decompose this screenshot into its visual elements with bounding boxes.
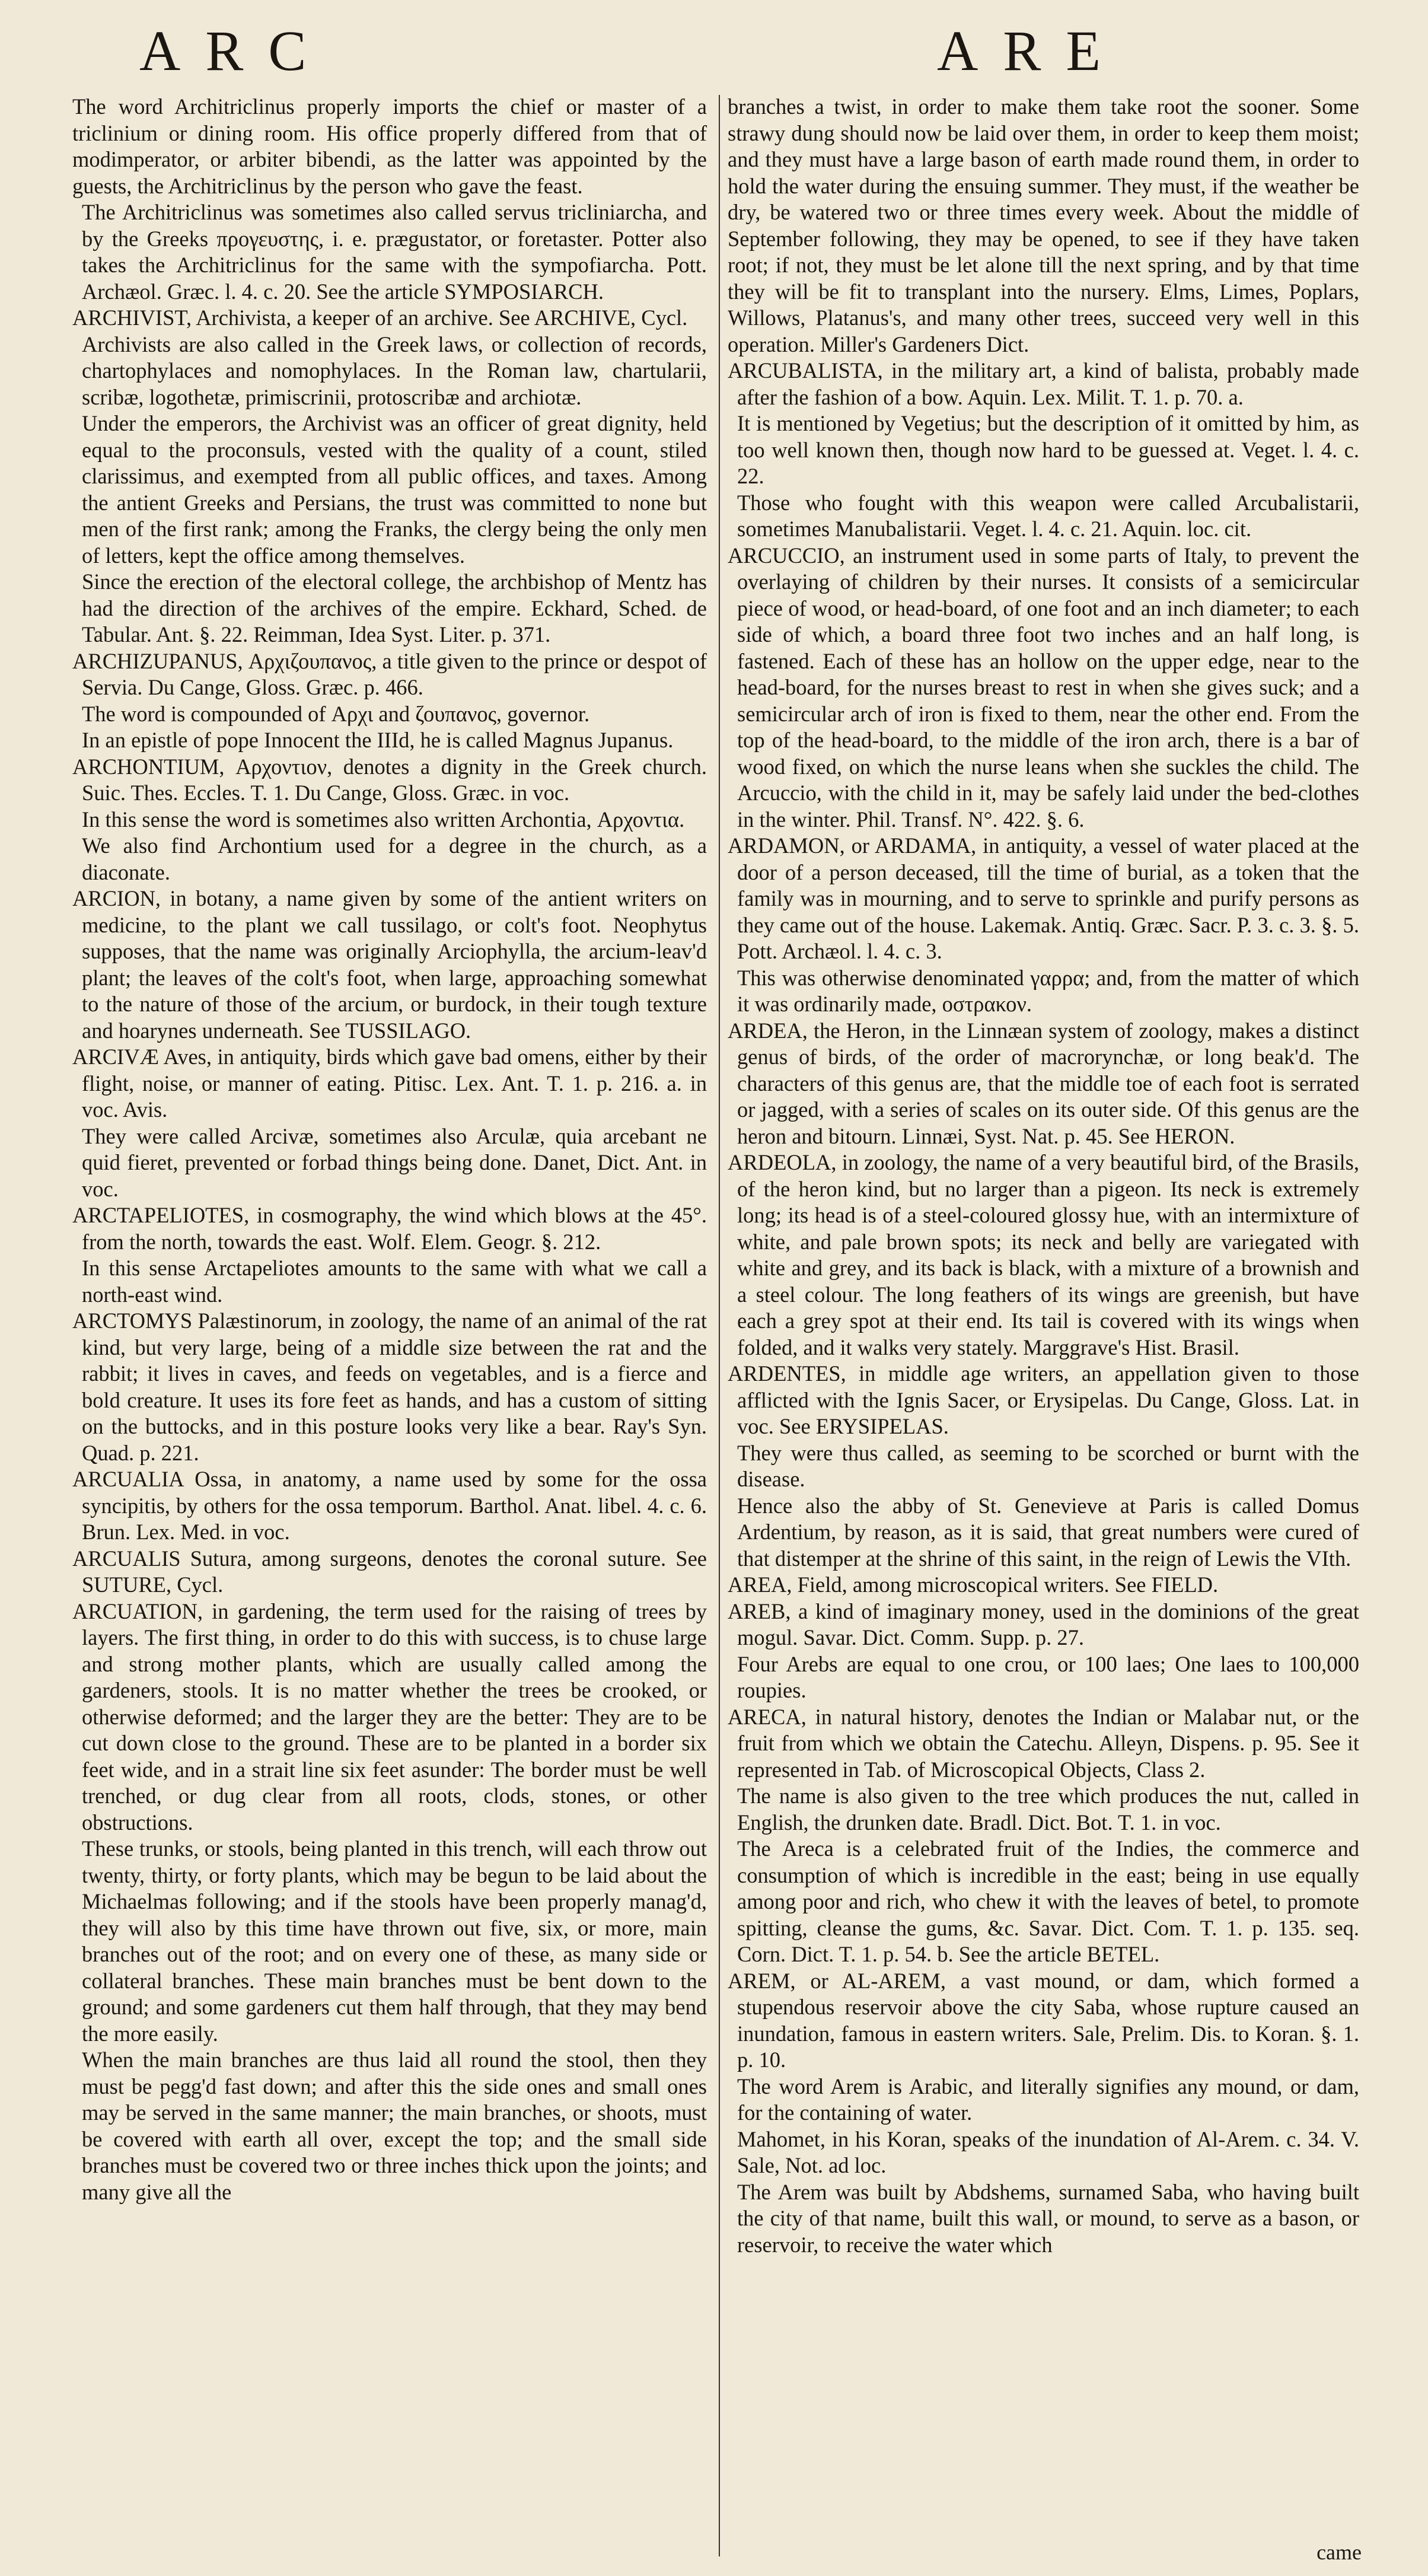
catchword: came xyxy=(1317,2540,1362,2564)
entry-paragraph: When the main branches are thus laid all round the stool, then they must be pegg'd fast down; and after this the side ones and small ones may be served in the same manner; the main branches, or shoots, must be covered with earth all over, except the top; and the small side branches must be covered two or three inches thick upon the joints; and many give all the xyxy=(82,2048,707,2204)
dictionary-entry: AREA, Field, among microscopical writers. See FIELD. xyxy=(728,1572,1219,1597)
entry-paragraph: They were thus called, as seeming to be scorched or burnt with the disease. xyxy=(737,1440,1359,1491)
entry-paragraph: Those who fought with this weapon were called Arcubalistarii, sometimes Manubalistarii. Veget. l. 4. c. 21. Aquin. loc. cit. xyxy=(737,490,1359,541)
entry-paragraph: The Arem was built by Abdshems, surnamed Saba, who having built the city of that name, built this wall, or mound, to serve as a bason, or reservoir, to receive the water which xyxy=(737,2179,1359,2257)
entry-paragraph: We also find Archontium used for a degree in the church, as a diaconate. xyxy=(82,833,707,884)
entry-paragraph: This was otherwise denominated γαρρα; and, from the matter of which it was ordinarily made, οστρακον. xyxy=(737,965,1359,1016)
dictionary-entry: ARCUATION, in gardening, the term used for the raising of trees by layers. The first thing, in order to do this with success, is to chuse large and strong mother plants, which are usually called among the gardeners, stools. It is no matter whether the trees be crooked, or otherwise deformed; and the larger they are the better: They are to be cut down close to the ground. These are to be planted in a border six feet wide, and in a strait line six feet asunder: The border must be well trenched, or dug clear from all roots, clods, stones, or other obstructions. xyxy=(72,1599,707,1835)
dictionary-entry: ARECA, in natural history, denotes the Indian or Malabar nut, or the fruit from which we obtain the Catechu. Alleyn, Dispens. p. 95. See it represented in Tab. of Microscopical Objects, Class 2. xyxy=(728,1704,1359,1782)
entry-paragraph: In an epistle of pope Innocent the IIId, he is called Magnus Jupanus. xyxy=(82,728,674,752)
running-head-right: ARE xyxy=(937,19,1126,82)
dictionary-entry: ARDAMON, or ARDAMA, in antiquity, a vessel of water placed at the door of a person deceased, till the time of burial, as a token that the family was in mourning, and to serve to sprinkle and purify persons as they came out of the house. Lakemak. Antiq. Græc. Sacr. P. 3. c. 3. §. 5. Pott. Archæol. l. 4. c. 3. xyxy=(728,833,1359,963)
dictionary-entry: ARCTAPELIOTES, in cosmography, the wind which blows at the 45°. from the north, towards the east. Wolf. Elem. Geogr. §. 212. xyxy=(72,1203,707,1254)
entry-paragraph: The word is compounded of Αρχι and ζουπανος, governor. xyxy=(82,701,590,726)
dictionary-entry: ARDEOLA, in zoology, the name of a very beautiful bird, of the Brasils, of the heron kind, but no larger than a pigeon. Its neck is extremely long; its head is of a steel-coloured glossy hue, with an intermixture of white, and pale brown spots; its neck and belly are variegated with white and grey, and its back is black, with a mixture of a brownish and a steel colour. The long feathers of its wings are greenish, but have each a grey spot at their end. Its tail is covered with its wings when folded, and it walks very stately. Marggrave's Hist. Brasil. xyxy=(728,1150,1359,1359)
entry-paragraph: The Areca is a celebrated fruit of the Indies, the commerce and consumption of which is incredible in the east; being in use equally among poor and rich, who chew it with the leaves of betel, to promote spitting, cleanse the gums, &c. Savar. Dict. Com. T. 1. p. 135. seq. Corn. Dict. T. 1. p. 54. b. See the article BETEL. xyxy=(737,1836,1359,1966)
dictionary-entry: ARCUCCIO, an instrument used in some parts of Italy, to prevent the overlaying of children by their nurses. It consists of a semicircular piece of wood, or head-board, of one foot and an inch diameter; to each side of which, a board three foot two inches and an half long, is fastened. Each of these has an hollow on the upper edge, near to the head-board, for the nurses breast to rest in when she gives suck; and a semicircular arch of iron is fixed to them, near the other end. From the top of the head-board, to the middle of the iron arch, there is a bar of wood fixed, on which the nurse leans when she suckles the child. The Arcuccio, with the child in it, may be safely laid under the bed-clothes in the winter. Phil. Transf. N°. 422. §. 6. xyxy=(728,543,1359,832)
dictionary-entry: ARDEA, the Heron, in the Linnæan system of zoology, makes a distinct genus of birds, of the order of macrorynchæ, or long beak'd. The characters of this genus are, that the middle toe of each foot is serrated or jagged, with a series of scales on its outer side. Of this genus are the heron and bitourn. Linnæi, Syst. Nat. p. 45. See HERON. xyxy=(728,1018,1359,1148)
dictionary-entry: ARCTOMYS Palæstinorum, in zoology, the name of an animal of the rat kind, but very large, being of a middle size between the rat and the rabbit; it lives in caves, and feeds on vegetables, and is a fierce and bold creature. It uses its fore feet as hands, and has a custom of sitting on the buttocks, and in this posture looks very like a bear. Ray's Syn. Quad. p. 221. xyxy=(72,1308,707,1465)
dictionary-entry: ARCION, in botany, a name given by some of the antient writers on medicine, to the plant we call tussilago, or colt's foot. Neophytus supposes, that the name was originally Arciophylla, the arcium-leav'd plant; the leaves of the colt's foot, when large, approaching somewhat to the nature of those of the arcium, or burdock, in their tough texture and hoarynes underneath. See TUSSILAGO. xyxy=(72,886,707,1043)
dictionary-entry: AREM, or AL-AREM, a vast mound, or dam, which formed a stupendous reservoir above the city Saba, whose rupture caused an inundation, famous in eastern writers. Sale, Prelim. Dis. to Koran. §. 1. p. 10. xyxy=(728,1968,1359,2072)
column-divider xyxy=(719,95,720,2556)
dictionary-entry: ARCHIVIST, Archivista, a keeper of an archive. See ARCHIVE, Cycl. xyxy=(72,305,688,330)
entry-paragraph: branches a twist, in order to make them take root the sooner. Some strawy dung should now be laid over them, in order to keep them moist; and they must have a large bason of earth made round them, in order to hold the water during the ensuing summer. They must, if the weather be dry, be watered two or three times every week. About the middle of September following, they may be opened, to see if they have taken root; if not, they must be let alone till the next spring, and by that time they will be fit to transplant into the nursery. Elms, Limes, Poplars, Willows, Platanus's, and many other trees, succeed very well in this operation. Miller's Gardeners Dict. xyxy=(728,94,1359,356)
entry-paragraph: These trunks, or stools, being planted in this trench, will each throw out twenty, thirty, or forty plants, which may be begun to be laid about the Michaelmas following; and if the stools have been properly manag'd, they will also by this time have thrown out five, six, or more, main branches out of the root; and on every one of these, as many side or collateral branches. These main branches must be bent down to the ground; and some gardeners cut them half through, that they may bend the more easily. xyxy=(82,1836,707,2046)
entry-paragraph: Under the emperors, the Archivist was an officer of great dignity, held equal to the proconsuls, vested with the quality of a count, stiled clarissimus, and exempted from all public offices, and taxes. Among the antient Greeks and Persians, the trust was committed to none but men of the first rank; among the Franks, the clergy being the only men of letters, kept the office among themselves. xyxy=(82,411,707,568)
entry-paragraph: Four Arebs are equal to one crou, or 100 laes; One laes to 100,000 roupies. xyxy=(737,1651,1359,1702)
dictionary-entry: ARCUALIA Ossa, in anatomy, a name used by some for the ossa syncipitis, by others for the ossa temporum. Barthol. Anat. libel. 4. c. 6. Brun. Lex. Med. in voc. xyxy=(72,1467,707,1544)
entry-paragraph: Since the erection of the electoral college, the archbishop of Mentz has had the direction of the archives of the empire. Eckhard, Sched. de Tabular. Ant. §. 22. Reimman, Idea Syst. Liter. p. 371. xyxy=(82,569,707,647)
entry-paragraph: The Architriclinus was sometimes also called servus tricliniarcha, and by the Greeks προγευστης, i. e. prægustator, or foretaster. Potter also takes the Architriclinus for the same with the sympofiarcha. Pott. Archæol. Græc. l. 4. c. 20. See the article SYMPOSIARCH. xyxy=(82,200,707,304)
entry-paragraph: The name is also given to the tree which produces the nut, called in English, the drunken date. Bradl. Dict. Bot. T. 1. in voc. xyxy=(737,1784,1359,1835)
entry-paragraph: Archivists are also called in the Greek laws, or collection of records, chartophylaces and nomophylaces. In the Roman law, chartularii, scribæ, logothetæ, primiscrinii, protoscribæ and archiotæ. xyxy=(82,332,707,409)
entry-paragraph: The word Architriclinus properly imports the chief or master of a triclinium or dining room. His office properly differed from that of modimperator, or arbiter bibendi, as the latter was appointed by the guests, the Architriclinus by the person who gave the feast. xyxy=(72,94,707,198)
dictionary-entry: ARCUBALISTA, in the military art, a kind of balista, probably made after the fashion of a bow. Aquin. Lex. Milit. T. 1. p. 70. a. xyxy=(728,358,1359,409)
dictionary-entry: ARCHIZUPANUS, Αρχιζουπανος, a title given to the prince or despot of Servia. Du Cange, Gloss. Græc. p. 466. xyxy=(72,648,707,699)
entry-paragraph: The word Arem is Arabic, and literally signifies any mound, or dam, for the containing of water. xyxy=(737,2074,1359,2125)
entry-paragraph: Mahomet, in his Koran, speaks of the inundation of Al-Arem. c. 34. V. Sale, Not. ad loc. xyxy=(737,2126,1359,2177)
dictionary-entry: ARCHONTIUM, Αρχοντιον, denotes a dignity in the Greek church. Suic. Thes. Eccles. T. 1. Du Cange, Gloss. Græc. in voc. xyxy=(72,754,707,805)
entry-paragraph: Hence also the abby of St. Genevieve at Paris is called Domus Ardentium, by reason, as it is said, that great numbers were cured of that distemper at the shrine of this saint, in the reign of Lewis the VIth. xyxy=(737,1493,1359,1571)
left-column xyxy=(72,94,707,2205)
entry-paragraph: They were called Arcivæ, sometimes also Arculæ, quia arcebant ne quid fieret, prevented or forbad things being done. Danet, Dict. Ant. in voc. xyxy=(82,1123,707,1201)
dictionary-entry: AREB, a kind of imaginary money, used in the dominions of the great mogul. Savar. Dict. Comm. Supp. p. 27. xyxy=(728,1599,1359,1650)
entry-paragraph: It is mentioned by Vegetius; but the description of it omitted by him, as too well known then, though now hard to be guessed at. Veget. l. 4. c. 22. xyxy=(737,411,1359,488)
dictionary-entry: ARDENTES, in middle age writers, an appellation given to those afflicted with the Ignis Sacer, or Erysipelas. Du Cange, Gloss. Lat. in voc. See ERYSIPELAS. xyxy=(728,1361,1359,1438)
entry-paragraph: In this sense the word is sometimes also written Archontia, Αρχοντια. xyxy=(82,807,685,832)
right-column xyxy=(728,94,1359,2258)
dictionary-entry: ARCUALIS Sutura, among surgeons, denotes the coronal suture. See SUTURE, Cycl. xyxy=(72,1546,707,1597)
entry-paragraph: In this sense Arctapeliotes amounts to the same with what we call a north-east wind. xyxy=(82,1256,707,1307)
running-head-left: ARC xyxy=(139,19,332,82)
dictionary-entry: ARCIVÆ Aves, in antiquity, birds which gave bad omens, either by their flight, noise, or manner of eating. Pitisc. Lex. Ant. T. 1. p. 216. a. in voc. Avis. xyxy=(72,1045,707,1122)
